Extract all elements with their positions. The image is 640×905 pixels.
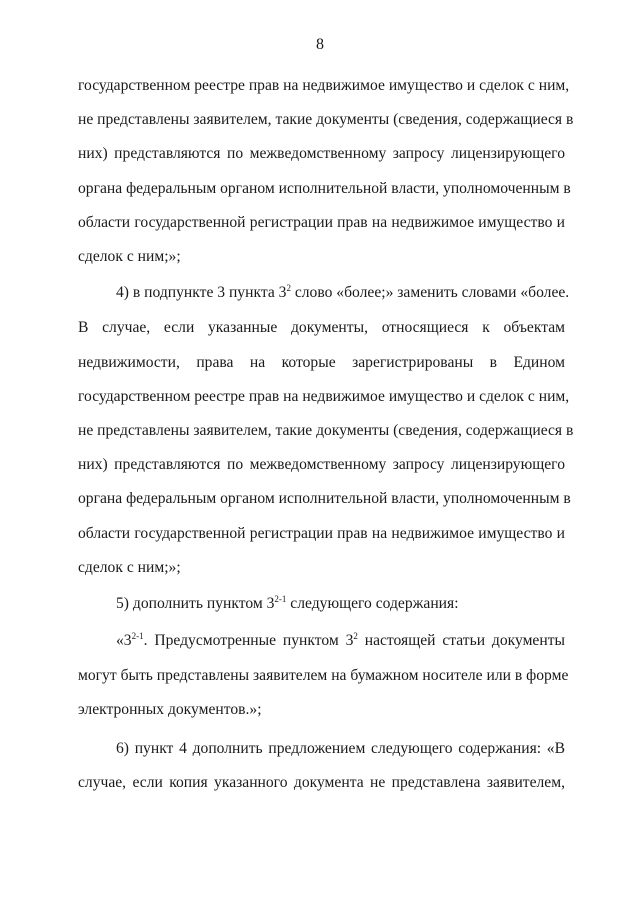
paragraph-5-line: 5) дополнить пунктом 3$^{2-1}$ следующего содержания: (116, 594, 459, 612)
text-line: органа федеральным органом исполнительной власти, уполномоченным в (78, 180, 571, 197)
page-number: 8 (316, 36, 324, 53)
paragraph-6-first-line: 6) пункт 4 дополнить предложением следующего содержания: «В (116, 740, 565, 757)
text-line: случае, если копия указанного документа не представлена заявителем, (78, 774, 565, 791)
text-line: электронных документов.»; (78, 701, 262, 718)
text-line: не представлены заявителем, такие документы (сведения, содержащиеся в (78, 422, 574, 439)
text-line: В случае, если указанные документы, относящиеся к объектам (78, 319, 565, 336)
paragraph-4-first-line: 4) в подпункте 3 пункта $3^2$ слово «более;» заменить словами «более. (116, 283, 570, 301)
text-line: могут быть представлены заявителем на бумажном носителе или в форме (78, 667, 569, 684)
text-line: области государственной регистрации прав на недвижимое имущество и (78, 525, 565, 542)
text-line: них) представляются по межведомственному запросу лицензирующего (78, 456, 565, 473)
text-line: недвижимости, права на которые зарегистрированы в Едином (78, 354, 565, 371)
text-line: них) представляются по межведомственному запросу лицензирующего (78, 145, 565, 162)
text-line: не представлены заявителем, такие документы (сведения, содержащиеся в (78, 111, 574, 128)
text-line: сделок с ним;»; (78, 248, 181, 265)
text-line: области государственной регистрации прав на недвижимое имущество и (78, 214, 565, 231)
quoted-paragraph-first-line: «3$^{2-1}$. Предусмотренные пунктом $3^2$ настоящей статьи документы (116, 631, 565, 649)
text-line: государственном реестре прав на недвижимое имущество и сделок с ним, (78, 388, 570, 405)
text-line: сделок с ним;»; (78, 559, 181, 576)
text-line: государственном реестре прав на недвижимое имущество и сделок с ним, (78, 77, 570, 94)
text-line: органа федеральным органом исполнительной власти, уполномоченным в (78, 490, 571, 507)
